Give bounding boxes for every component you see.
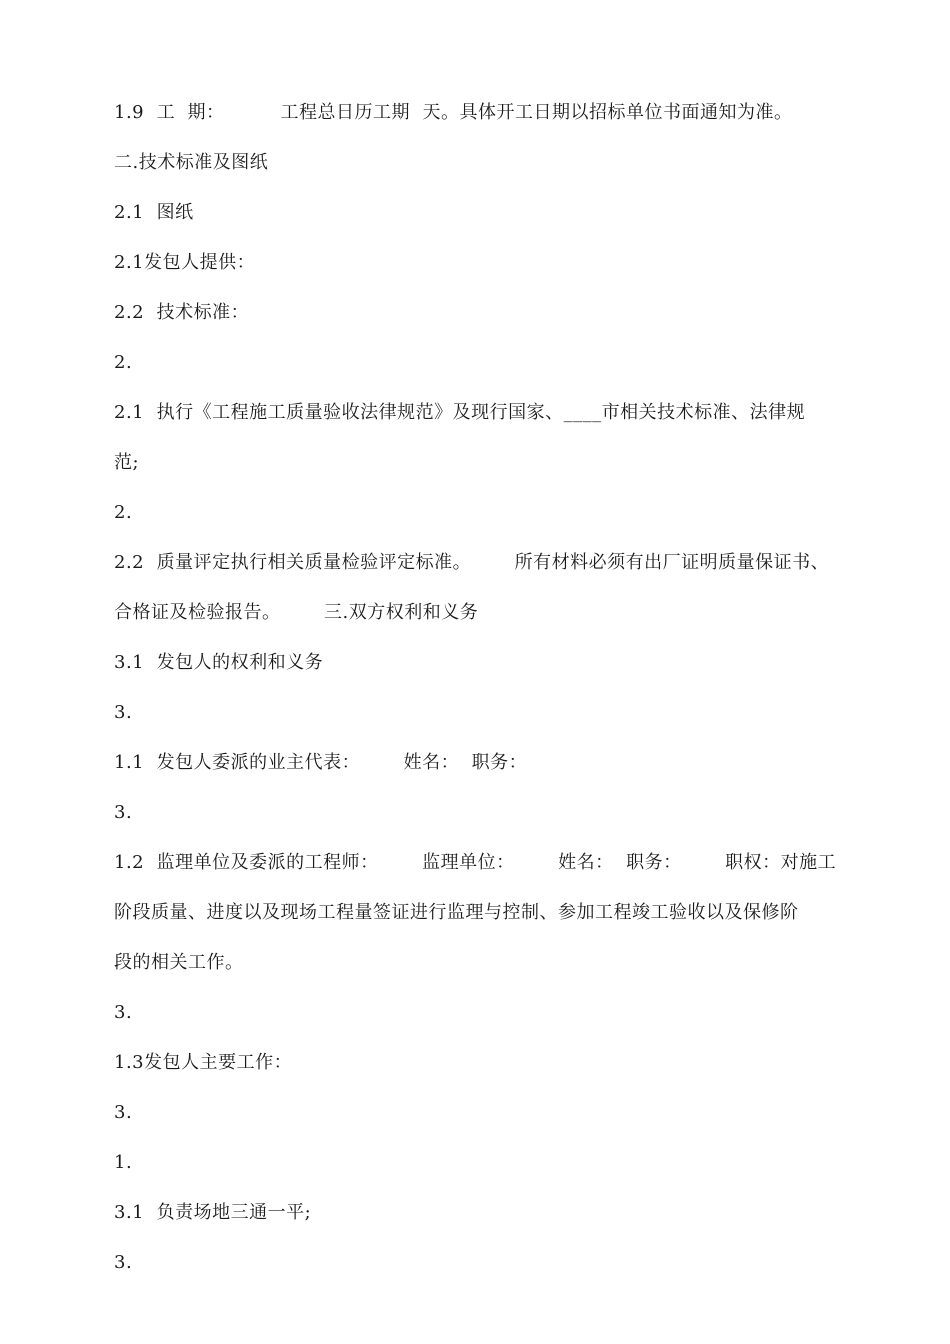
text-line: 范; xyxy=(114,452,140,473)
text-line: 2.1 图纸 xyxy=(114,202,194,223)
text-line: 2.1发包人提供： xyxy=(114,252,256,273)
text-line: 2.1 执行《工程施工质量验收法律规范》及现行国家、____市相关技术标准、法律规 xyxy=(114,402,806,423)
text-line: 1.2 监理单位及委派的工程师： 监理单位： 姓名： 职务： 职权：对施工 xyxy=(114,852,837,873)
text-line-duration: 1.9 工 期： 工程总日历工期 天。具体开工日期以招标单位书面通知为准。 xyxy=(114,102,793,123)
text-line: 3. xyxy=(114,1102,133,1123)
text-line: 1.3发包人主要工作： xyxy=(114,1052,293,1073)
text-line: 合格证及检验报告。 三.双方权利和义务 xyxy=(114,602,479,623)
text-line: 2.2 质量评定执行相关质量检验评定标准。 所有材料必须有出厂证明质量保证书、 xyxy=(114,552,830,573)
text-line: 3. xyxy=(114,1002,133,1023)
text-line: 段的相关工作。 xyxy=(114,952,244,973)
document-body xyxy=(114,88,844,1288)
text-line: 3.1 负责场地三通一平; xyxy=(114,1202,312,1223)
text-line: 阶段质量、进度以及现场工程量签证进行监理与控制、参加工程竣工验收以及保修阶 xyxy=(114,902,799,923)
text-line: 2.2 技术标准： xyxy=(114,302,250,323)
text-line: 1.1 发包人委派的业主代表： 姓名： 职务： xyxy=(114,752,528,773)
text-line: 2. xyxy=(114,352,133,373)
heading-technical-standards: 二.技术标准及图纸 xyxy=(114,152,269,173)
text-line: 2. xyxy=(114,502,133,523)
text-line: 3. xyxy=(114,802,133,823)
text-line: 1. xyxy=(114,1152,133,1173)
text-line: 3. xyxy=(114,1252,133,1273)
text-line: 3.1 发包人的权利和义务 xyxy=(114,652,324,673)
text-line: 3. xyxy=(114,702,133,723)
